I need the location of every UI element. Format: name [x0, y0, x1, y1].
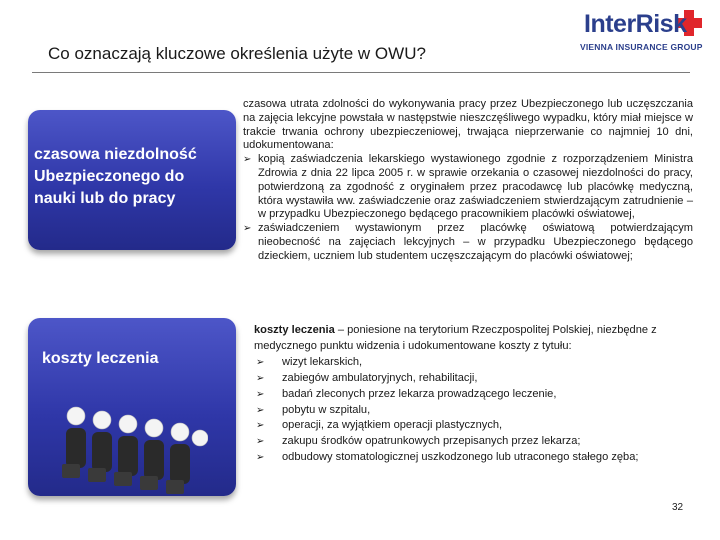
arrow-bullet-icon: ➢	[256, 452, 265, 464]
term-label: koszty leczenia	[42, 350, 159, 367]
list-item	[254, 434, 692, 450]
list-item-text: wizyt lekarskich,	[282, 355, 363, 368]
list-item	[254, 403, 692, 419]
list-item-text: zakupu środków opatrunkowych przepisanych przez lekarza;	[282, 435, 581, 448]
list-item-text: badań zleconych przez lekarza prowadzącego leczenie,	[282, 387, 557, 400]
arrow-bullet-icon: ➢	[243, 154, 252, 166]
people-illustration	[58, 402, 208, 496]
list-item-text: operacji, za wyjątkiem operacji plastycznych,	[282, 419, 503, 432]
list-item	[243, 153, 693, 222]
term-box-treatment-costs	[28, 318, 236, 496]
arrow-bullet-icon: ➢	[256, 372, 265, 384]
arrow-bullet-icon: ➢	[256, 420, 265, 432]
term-box-temporary-incapacity	[28, 110, 236, 250]
logo-subtitle: VIENNA INSURANCE GROUP	[580, 42, 703, 52]
list-item-text: zaświadczeniem wystawionym przez placówkę oświatową potwierdzającym nieobecność na zajęciach lekcyjnych – w przypadku Ubezpieczonego będącego dzieckiem, uczniem lub studentem uczęszczającym do placówki oświatowej;	[258, 222, 693, 262]
arrow-bullet-icon: ➢	[243, 223, 252, 235]
arrow-bullet-icon: ➢	[256, 404, 265, 416]
list-item-text: pobytu w szpitalu,	[282, 403, 371, 416]
logo-wordmark: InterRisk	[584, 10, 687, 38]
arrow-bullet-icon: ➢	[256, 388, 265, 400]
term-label: czasowa niezdolność Ubezpieczonego do nauki lub do pracy	[34, 146, 197, 207]
definition-term: koszty leczenia	[254, 324, 335, 336]
definition-intro: – poniesione na terytorium Rzeczpospolitej Polskiej, niezbędne z medycznego punktu widzenia i udokumentowane koszty z tytułu:	[254, 324, 657, 352]
definition-intro: czasowa utrata zdolności do wykonywania pracy przez Ubezpieczonego lub uczęszczania na zajęcia lekcyjne powstała w następstwie nieszczęśliwego wypadku, który miał miejsce w trakcie trwania ochrony ubezpieczeniowej, trwająca nieprzerwanie co najmniej 10 dni, udokumentowana:	[243, 98, 693, 152]
arrow-bullet-icon: ➢	[256, 356, 265, 368]
list-item-text: kopią zaświadczenia lekarskiego wystawionego zgodnie z rozporządzeniem Ministra Zdrowia z dnia 22 lipca 2005 r. w sprawie orzekania o czasowej niezdolności do pracy, potwierdzoną za zgodność z oryginałem przez pracodawcę lub placówkę medyczną, która wystawiła ww. zaświadczenie oraz zaświadczeniem stwierdzającym zatrudnienie – w przypadku Ubezpieczonego będącego pracownikiem placówki oświatowej,	[258, 153, 693, 221]
list-item	[254, 418, 692, 434]
page-title: Co oznaczają kluczowe określenia użyte w OWU?	[48, 44, 426, 63]
definition-treatment-costs	[254, 323, 692, 466]
list-item	[254, 371, 692, 387]
list-item	[254, 355, 692, 371]
list-item-text: odbudowy stomatologicznej uszkodzonego lub utraconego stałego zęba;	[282, 451, 639, 464]
list-item-text: zabiegów ambulatoryjnych, rehabilitacji,	[282, 371, 478, 384]
definition-intro-line	[254, 323, 692, 355]
list-item	[243, 222, 693, 263]
arrow-bullet-icon: ➢	[256, 436, 265, 448]
definition-temporary-incapacity	[243, 98, 693, 264]
title-divider	[32, 72, 690, 73]
list-item	[254, 387, 692, 403]
list-item	[254, 450, 692, 466]
interrisk-logo	[566, 8, 714, 54]
page-number: 32	[672, 502, 684, 513]
